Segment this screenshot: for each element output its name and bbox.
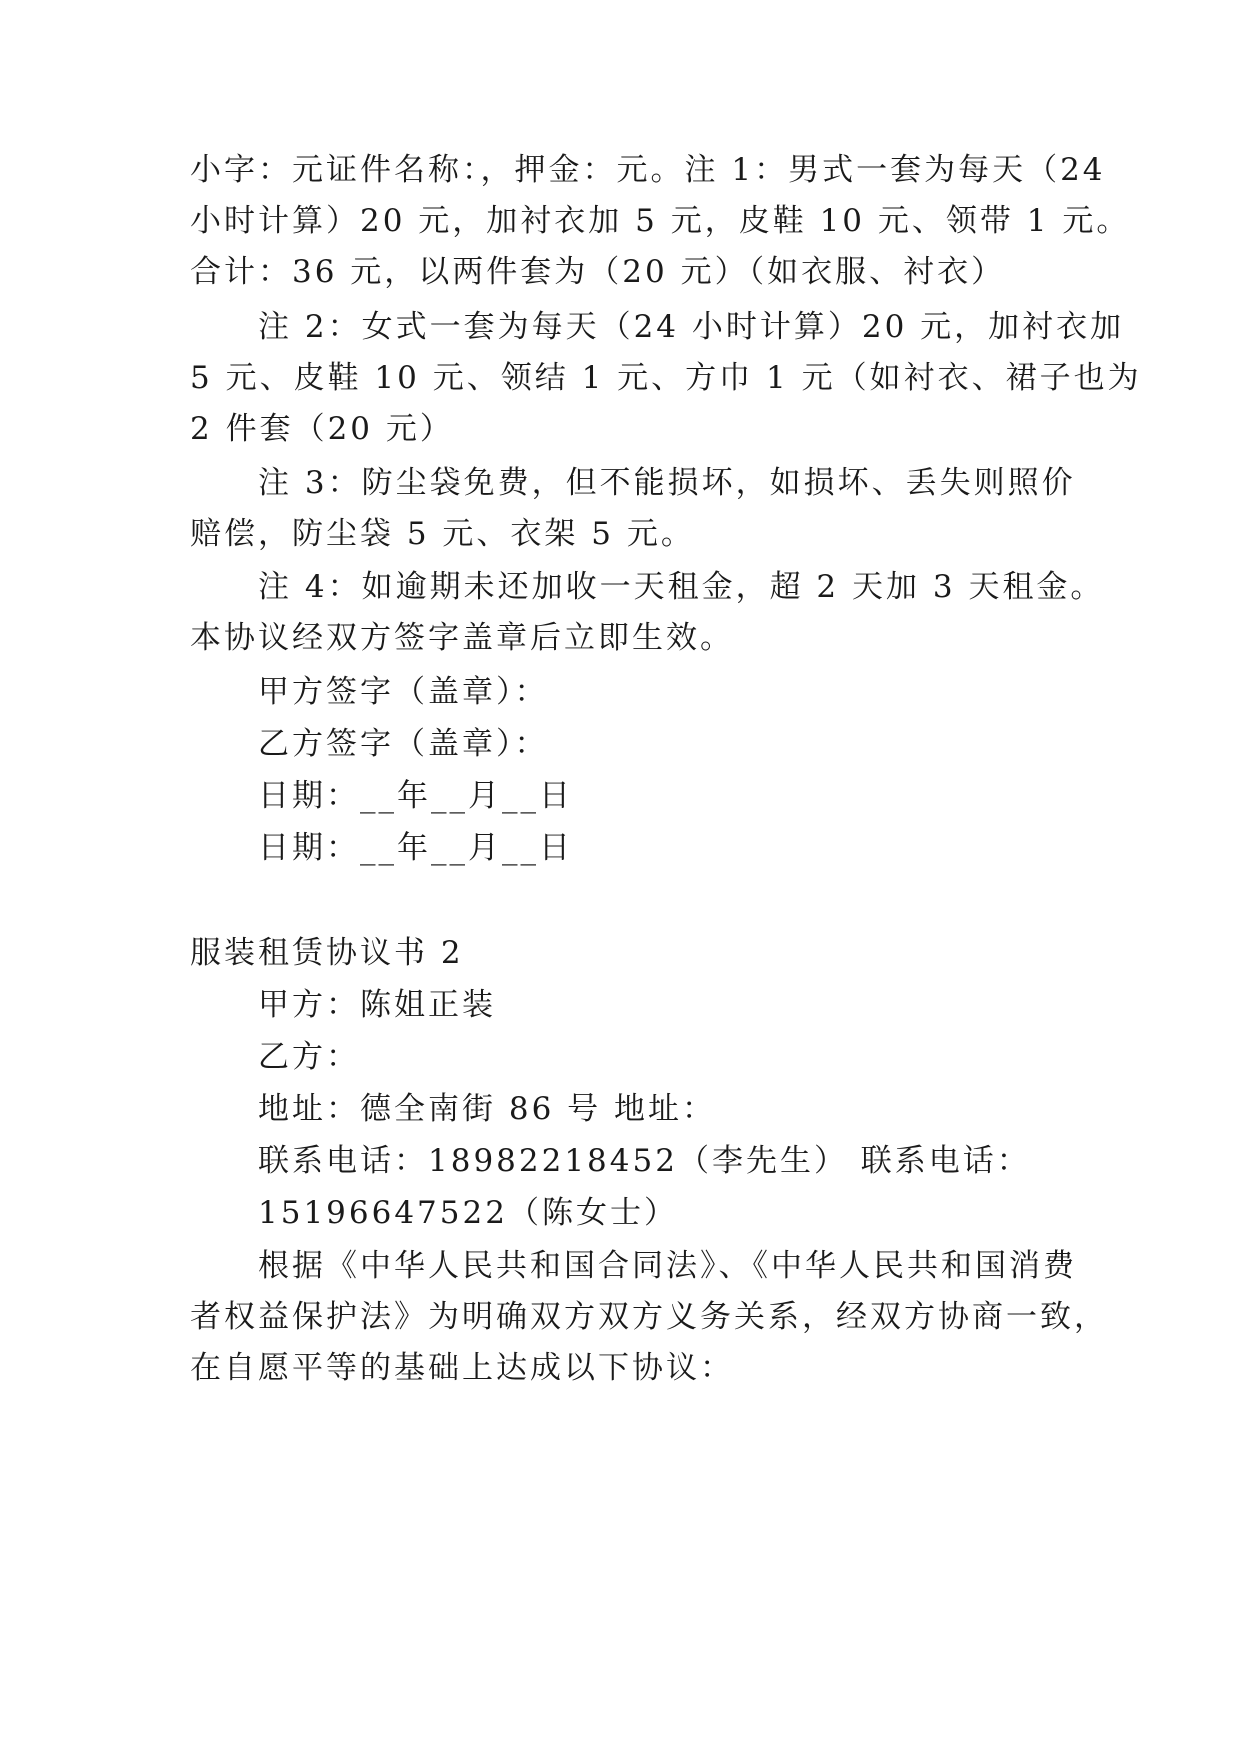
date-line: 日期：__年__月__日 [258, 830, 573, 866]
signature-party-b: 乙方签字（盖章）： [258, 726, 549, 762]
paragraph-line: 小字：元证件名称：，押金：元。注 1：男式一套为每天（24 [190, 152, 1106, 188]
paragraph-line: 本协议经双方签字盖章后立即生效。 [190, 620, 734, 656]
paragraph-line: 赔偿，防尘袋 5 元、衣架 5 元。 [190, 516, 695, 552]
paragraph-line: 注 4：如逾期未还加收一天租金，超 2 天加 3 天租金。 [258, 569, 1105, 605]
section-title: 服装租赁协议书 2 [190, 935, 464, 971]
paragraph-line: 5 元、皮鞋 10 元、领结 1 元、方巾 1 元（如衬衣、裙子也为 [190, 360, 1142, 396]
party-b: 乙方： [258, 1039, 360, 1075]
paragraph-line: 小时计算）20 元，加衬衣加 5 元，皮鞋 10 元、领带 1 元。 [190, 203, 1131, 239]
paragraph-line: 注 2：女式一套为每天（24 小时计算）20 元，加衬衣加 [258, 309, 1125, 345]
party-a: 甲方：陈姐正装 [258, 987, 496, 1023]
paragraph-line: 合计：36 元，以两件套为（20 元）（如衣服、衬衣） [190, 254, 1006, 290]
paragraph-line: 2 件套（20 元） [190, 411, 454, 447]
phone-line: 15196647522（陈女士） [258, 1195, 678, 1231]
phone-line: 联系电话：18982218452（李先生） 联系电话： [258, 1143, 1031, 1179]
paragraph-line: 根据《中华人民共和国合同法》、《中华人民共和国消费 [258, 1248, 1077, 1284]
paragraph-line: 在自愿平等的基础上达成以下协议： [190, 1350, 734, 1386]
address-line: 地址：德全南街 86 号 地址： [258, 1091, 717, 1127]
signature-party-a: 甲方签字（盖章）： [258, 674, 549, 710]
date-line: 日期：__年__月__日 [258, 778, 573, 814]
paragraph-line: 者权益保护法》为明确双方双方义务关系，经双方协商一致， [190, 1299, 1108, 1335]
paragraph-line: 注 3：防尘袋免费，但不能损坏，如损坏、丢失则照价 [258, 465, 1076, 501]
